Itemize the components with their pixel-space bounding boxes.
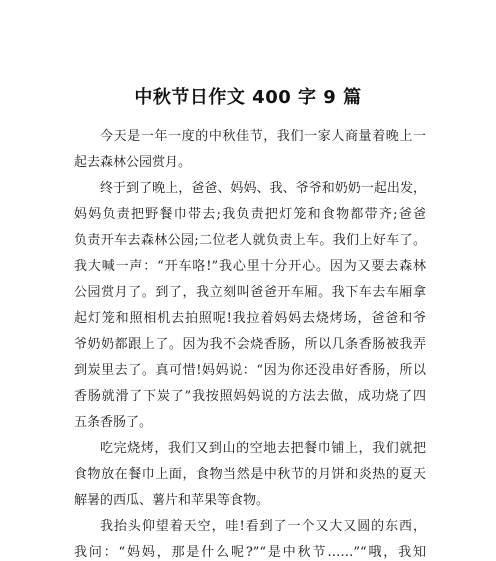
paragraph-line: 公园赏月了。到了，我立刻叫爸爸开车厢。我下车去车厢拿	[74, 285, 426, 300]
paragraph	[74, 176, 426, 436]
paragraph-line: 负责开车去森林公园;二位老人就负责上车。我们上好车了。	[74, 233, 426, 248]
paragraph-line: 爷奶奶都跟上了。因为我不会烧香肠，所以几条香肠被我弄	[74, 337, 426, 352]
paragraph-line: 香肠就滑了下炭了”我按照妈妈说的方法去做，成功烧了四	[74, 389, 426, 404]
paragraph	[74, 124, 426, 176]
paragraph-line: 我问：“妈妈，那是什么呢?”“是中秋节……”“哦，我知	[74, 545, 426, 560]
paragraph-line: 起灯笼和照相机去拍照呢!我拉着妈妈去烧烤场，爸爸和爷	[74, 311, 426, 326]
paragraph-line: 妈妈负责把野餐巾带去;我负责把灯笼和食物都带齐;爸爸	[74, 207, 426, 222]
paragraph-line: 今天是一年一度的中秋佳节，我们一家人商量着晚上一	[100, 129, 426, 144]
paragraph-line: 起去森林公园赏月。	[74, 155, 192, 170]
paragraph	[74, 436, 426, 514]
paragraph-line: 我抬头仰望着天空，哇!看到了一个又大又圆的东西，	[100, 519, 426, 534]
document-body	[74, 124, 426, 561]
paragraph-line: 解暑的西瓜、薯片和苹果等食物。	[74, 493, 270, 508]
paragraph-line: 食物放在餐巾上面，食物当然是中秋节的月饼和炎热的夏天	[74, 467, 426, 482]
paragraph-line: 五条香肠了。	[74, 415, 153, 430]
paragraph	[74, 514, 426, 561]
paragraph-line: 吃完烧烤，我们又到山的空地去把餐巾铺上，我们就把	[100, 441, 426, 456]
paragraph-line: 我大喊一声：“开车咯!”我心里十分开心。因为又要去森林	[74, 259, 426, 274]
paragraph-line: 到炭里去了。真可惜!妈妈说：“因为你还没串好香肠，所以	[74, 363, 426, 378]
paragraph-line: 终于到了晚上，爸爸、妈妈、我、爷爷和奶奶一起出发，	[100, 181, 426, 196]
document-title: 中秋节日作文 400 字 9 篇	[134, 87, 362, 108]
